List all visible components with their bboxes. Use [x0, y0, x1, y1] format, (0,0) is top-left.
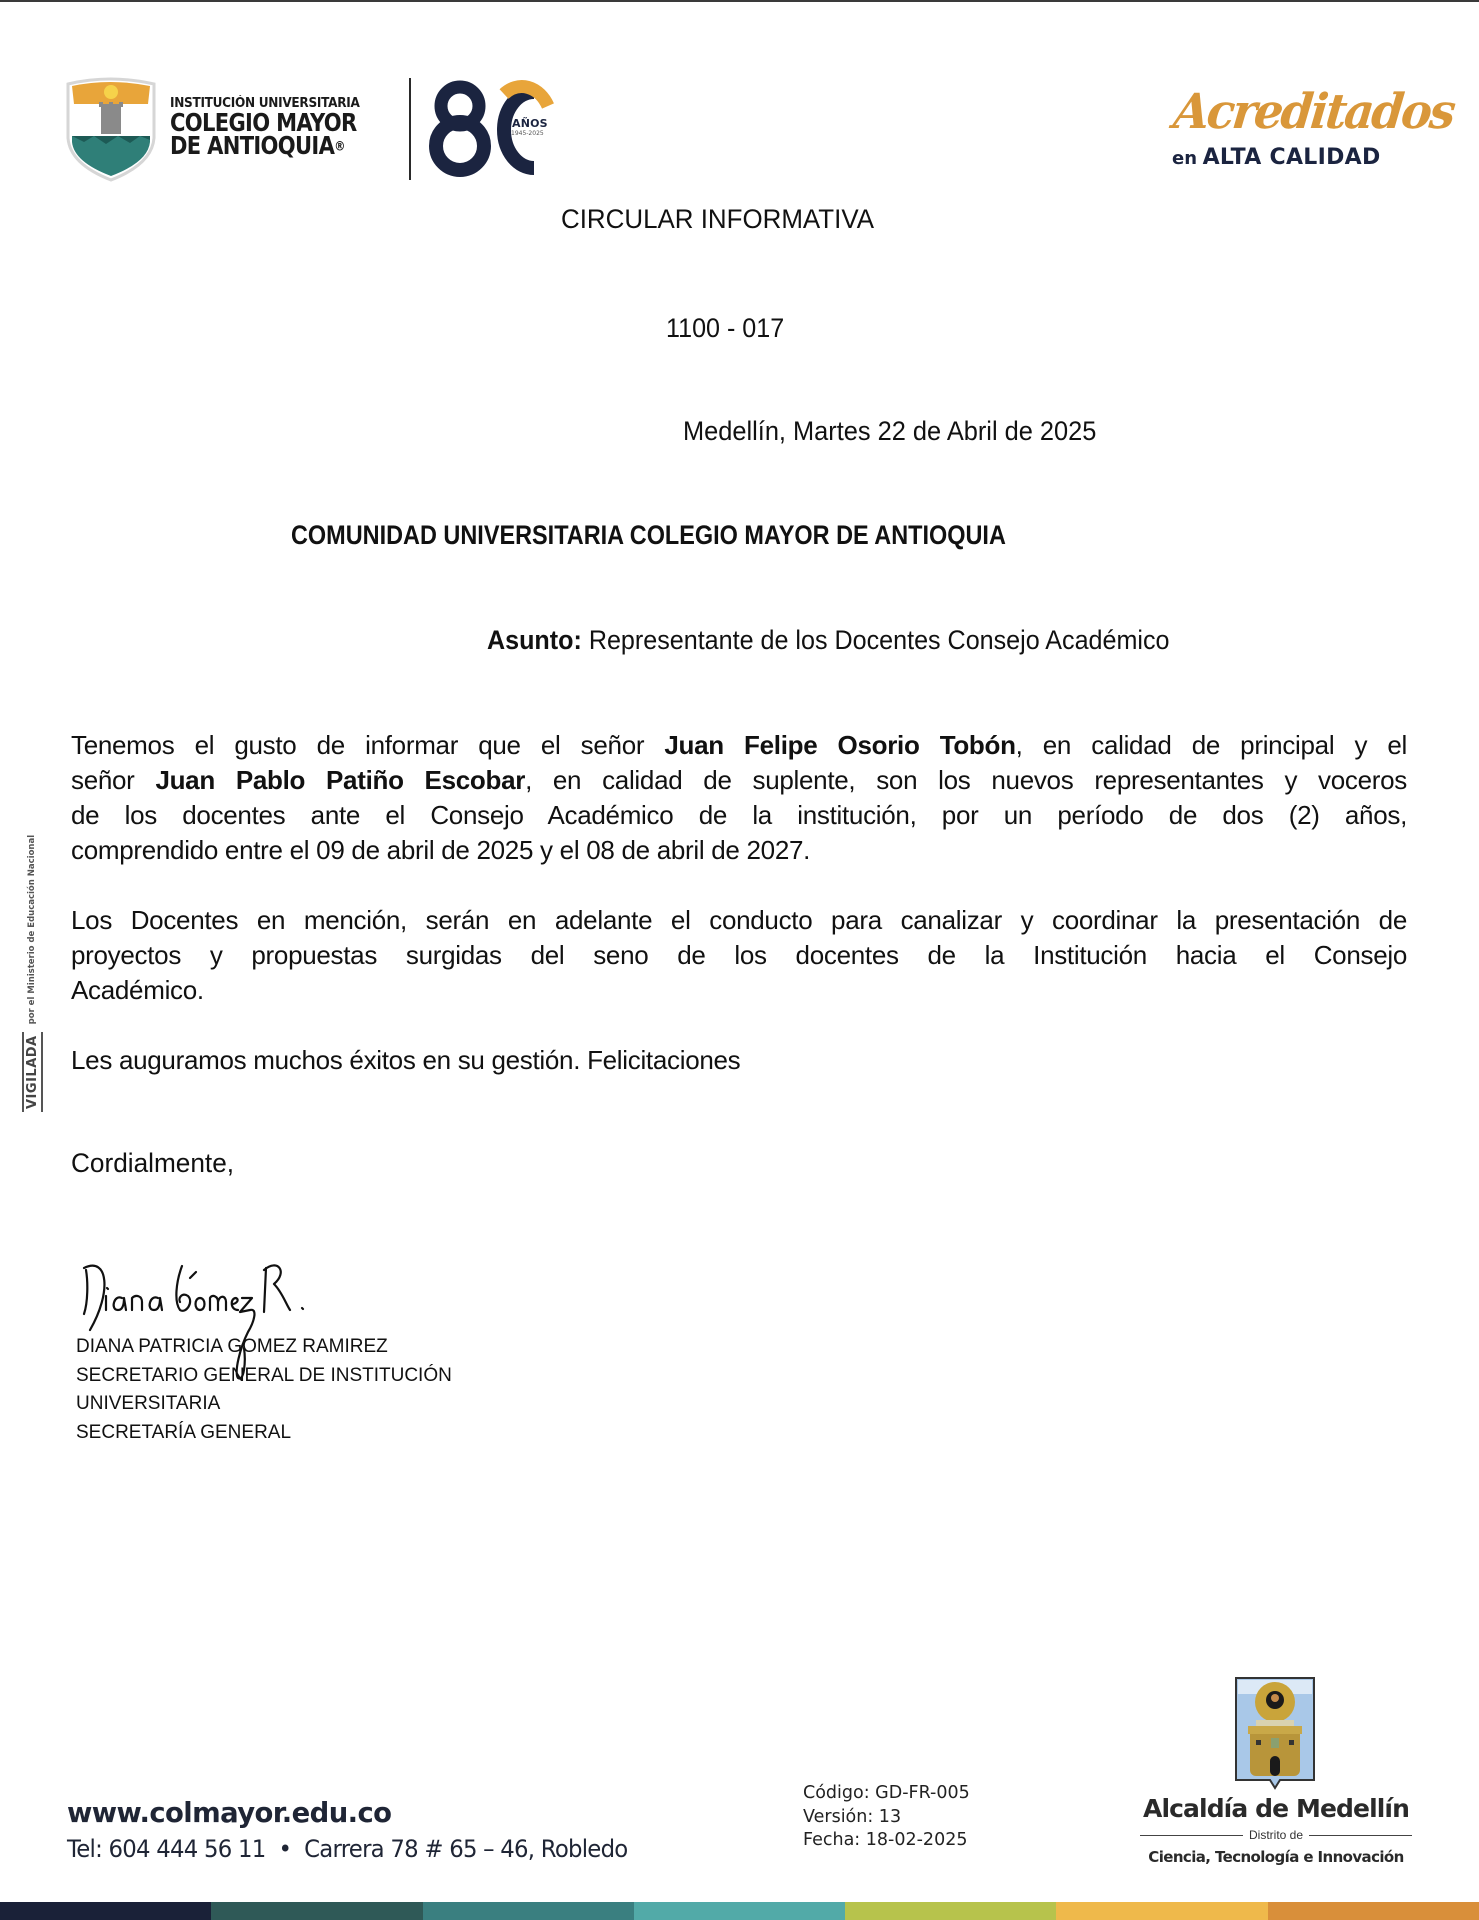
- alcaldia-subtitle: Ciencia, Tecnología e Innovación: [1148, 1848, 1404, 1866]
- alcaldia-distrito-text: Distrito de: [1248, 1828, 1304, 1842]
- paragraph-2: [71, 903, 1407, 1008]
- subject-label: Asunto:: [487, 625, 582, 655]
- doc-version: Versión: 13: [803, 1806, 902, 1827]
- divider: [1309, 1835, 1412, 1836]
- signer-block: [76, 1333, 452, 1448]
- principal-name: Juan Felipe Osorio Tobón: [664, 730, 1016, 760]
- doc-date: Fecha: 18-02-2025: [803, 1830, 968, 1850]
- signer-name: DIANA PATRICIA GOMEZ RAMIREZ: [76, 1336, 388, 1357]
- institution-name: [170, 96, 410, 159]
- accreditation-logo-script: Acreditados: [1171, 82, 1457, 140]
- signer-unit: SECRETARÍA GENERAL: [76, 1422, 292, 1444]
- color-bar-segment: [0, 1902, 211, 1920]
- institution-line-3-text: DE ANTIOQUIA: [170, 131, 335, 160]
- top-border: [0, 0, 1479, 2]
- anniversary-label: AÑOS: [512, 117, 548, 130]
- document-control-block: [803, 1782, 970, 1853]
- color-bar-segment: [211, 1902, 422, 1920]
- medellin-coat-of-arms-icon: [1234, 1676, 1316, 1794]
- text-run: , en calidad de suplente, son los nuevos representantes y voceros: [525, 765, 1407, 795]
- paragraph-1-line-2: [71, 763, 1407, 798]
- shield-icon: [68, 79, 154, 180]
- vigilada-stamp: [16, 812, 48, 1112]
- closing: Cordialmente,: [71, 1148, 235, 1178]
- subject-line: [487, 625, 1170, 656]
- paragraph-1-line-3: de los docentes ante el Consejo Académico de la institución, por un período de dos (2) años,: [71, 800, 1407, 830]
- color-bar-segment: [1056, 1902, 1267, 1920]
- text-run: , en calidad de principal y el: [1015, 730, 1407, 760]
- document-type-title: CIRCULAR INFORMATIVA: [561, 204, 874, 234]
- paragraph-2-line-1: Los Docentes en mención, serán en adelante el conducto para canalizar y coordinar la presentación de: [71, 905, 1407, 935]
- text-run: señor: [71, 765, 156, 795]
- paragraph-3: [71, 1043, 1407, 1078]
- color-bar-segment: [845, 1902, 1056, 1920]
- recipient-heading: COMUNIDAD UNIVERSITARIA COLEGIO MAYOR DE ANTIOQUIA: [291, 520, 1006, 550]
- paragraph-1-line-1: [71, 728, 1407, 763]
- color-bar-segment: [634, 1902, 845, 1920]
- subject-text: Representante de los Docentes Consejo Académico: [581, 625, 1170, 655]
- institution-line-2: COLEGIO MAYOR: [170, 108, 357, 137]
- signer-title-2: UNIVERSITARIA: [76, 1393, 221, 1415]
- signer-title-1: SECRETARIO GENERAL DE INSTITUCIÓN: [76, 1364, 452, 1386]
- alcaldia-title: Alcaldía de Medellín: [1143, 1794, 1409, 1823]
- color-bar-segment: [1268, 1902, 1479, 1920]
- institution-line-3: [170, 131, 376, 160]
- paragraph-1: [71, 728, 1407, 868]
- accreditation-alta-calidad: ALTA CALIDAD: [1202, 145, 1381, 170]
- alcaldia-distrito: [1140, 1828, 1412, 1842]
- footer-website: www.colmayor.edu.co: [67, 1796, 392, 1829]
- footer-color-bar: [0, 1902, 1479, 1920]
- paragraph-1-line-4: comprendido entre el 09 de abril de 2025 y el 08 de abril de 2027.: [71, 835, 811, 865]
- text-run: Tenemos el gusto de informar que el señor: [71, 730, 665, 760]
- doc-code: Código: GD-FR-005: [803, 1783, 970, 1803]
- footer-contact: Tel: 604 444 56 11 • Carrera 78 # 65 – 46, Robledo: [67, 1835, 628, 1863]
- anniversary-years: 1945-2025: [511, 130, 544, 137]
- accreditation-subtitle: [1172, 145, 1381, 170]
- accreditation-en: en: [1172, 148, 1198, 169]
- paragraph-2-line-2: proyectos y propuestas surgidas del seno de los docentes de la Institución hacia el Consejo: [71, 940, 1407, 970]
- vigilada-text: por el Ministerio de Educación Nacional: [27, 834, 37, 1025]
- document-date: Medellín, Martes 22 de Abril de 2025: [683, 416, 1097, 446]
- divider: [1140, 1835, 1243, 1836]
- institution-line-1: INSTITUCIÓN UNIVERSITARIA: [170, 96, 360, 111]
- vigilada-label: VIGILADA: [22, 1032, 43, 1112]
- registered-mark: ®: [334, 139, 345, 155]
- paragraph-3-line-1: Les auguramos muchos éxitos en su gestión. Felicitaciones: [71, 1045, 741, 1075]
- paragraph-2-line-3: Académico.: [71, 975, 204, 1005]
- document-number: 1100 - 017: [666, 313, 785, 343]
- substitute-name: Juan Pablo Patiño Escobar: [155, 765, 526, 795]
- color-bar-segment: [423, 1902, 634, 1920]
